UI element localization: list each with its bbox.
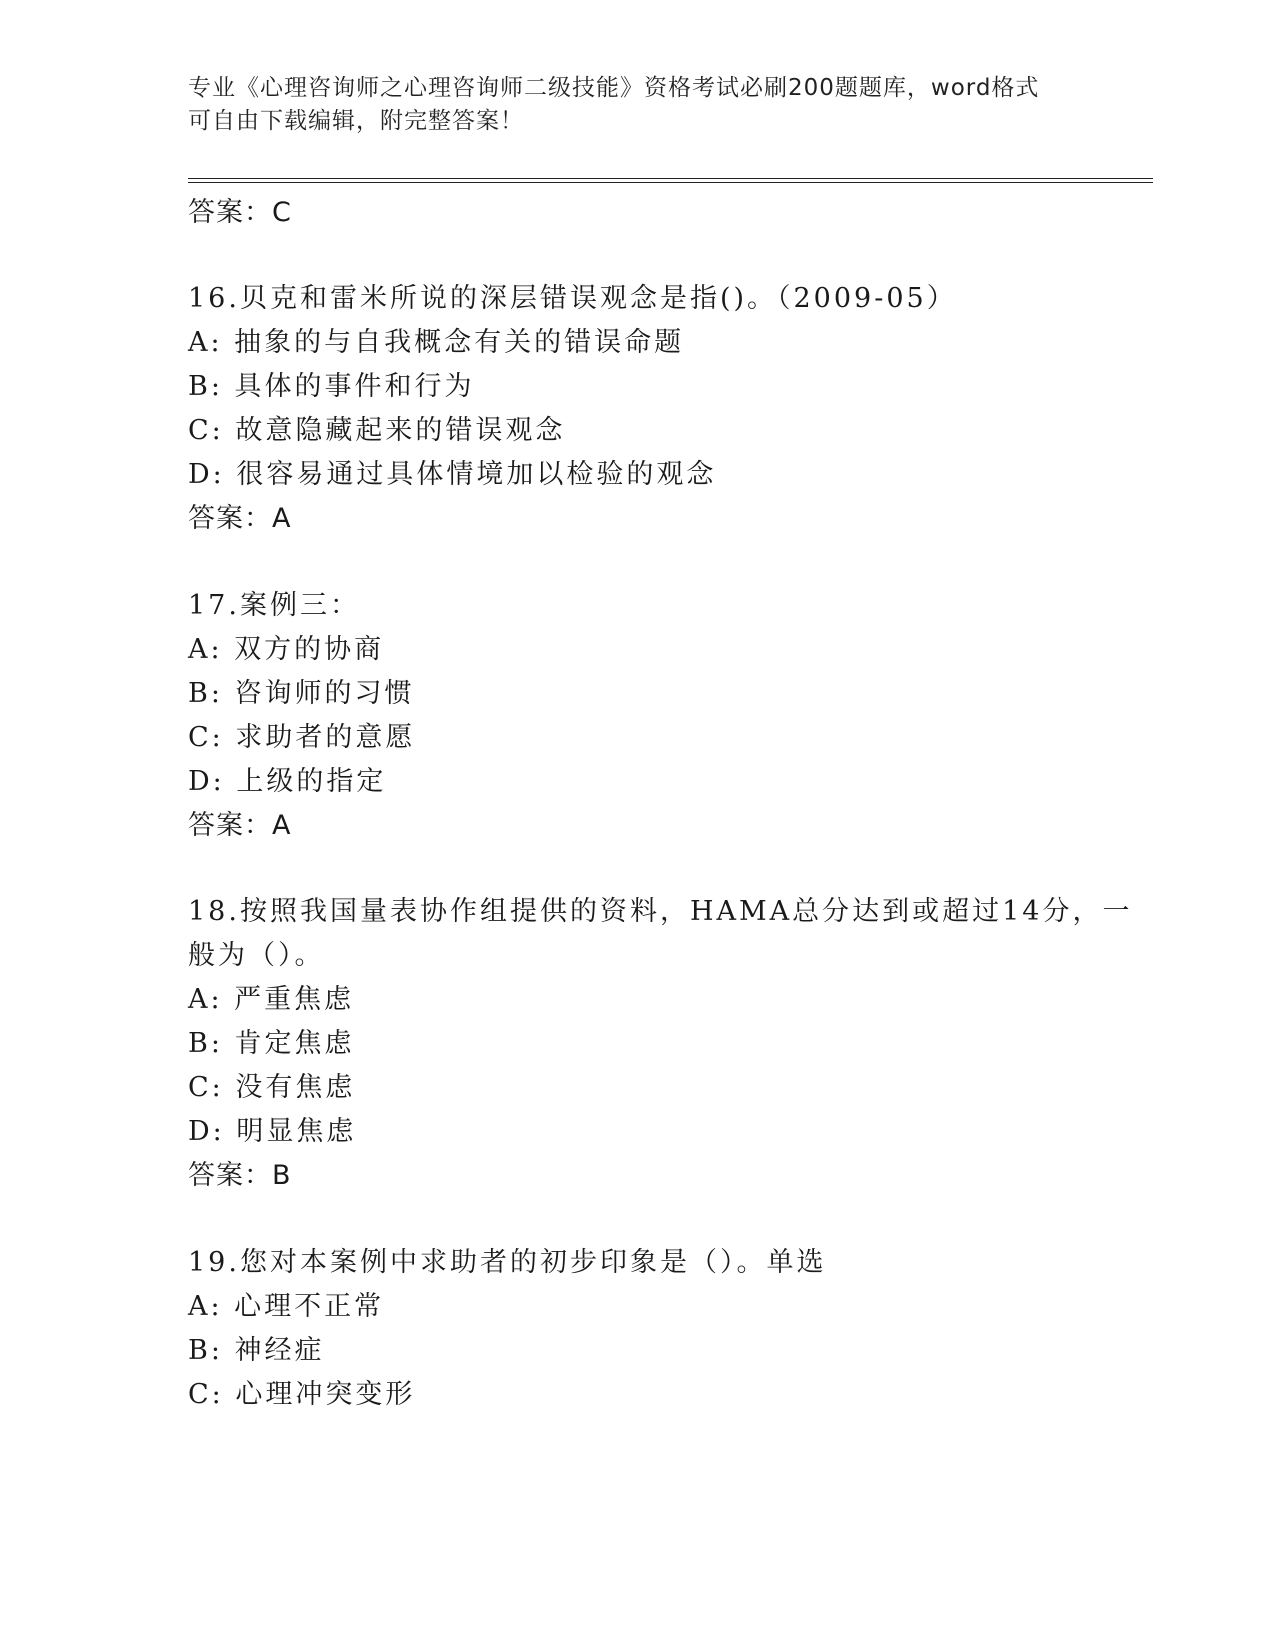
header-line-2: 可自由下载编辑，附完整答案！: [188, 108, 524, 134]
question-17-option-b: B: 咨询师的习惯: [188, 678, 415, 709]
header-rule-top: [188, 178, 1153, 179]
question-19-option-c: C: 心理冲突变形: [188, 1379, 416, 1410]
question-17-stem: 17.案例三：: [188, 590, 360, 621]
question-18-stem-line-2: 般为（）。: [188, 940, 325, 971]
question-18-stem-line-1: 18.按照我国量表协作组提供的资料，HAMA总分达到或超过14分，一: [188, 896, 1133, 927]
question-18-option-d: D: 明显焦虑: [188, 1116, 357, 1147]
question-17-option-a: A: 双方的协商: [188, 634, 385, 665]
question-16-answer: 答案：A: [188, 503, 292, 534]
question-17-answer: 答案：A: [188, 810, 292, 841]
question-16-option-d: D: 很容易通过具体情境加以检验的观念: [188, 459, 717, 490]
question-17-option-d: D: 上级的指定: [188, 766, 387, 797]
question-19-stem: 19.您对本案例中求助者的初步印象是（）。单选: [188, 1247, 827, 1278]
document-header: [188, 72, 1068, 138]
question-16-option-c: C: 故意隐藏起来的错误观念: [188, 415, 566, 446]
question-17-option-c: C: 求助者的意愿: [188, 722, 416, 753]
question-16-stem: 16.贝克和雷米所说的深层错误观念是指()。（2009-05）: [188, 283, 957, 314]
header-line-1: 专业《心理咨询师之心理咨询师二级技能》资格考试必刷200题题库，word格式: [188, 75, 1040, 101]
question-19-option-a: A: 心理不正常: [188, 1291, 385, 1322]
question-16-option-a: A: 抽象的与自我概念有关的错误命题: [188, 327, 685, 358]
answer-prev: 答案：C: [188, 197, 292, 228]
question-19-option-b: B: 神经症: [188, 1335, 325, 1366]
question-18-answer: 答案：B: [188, 1160, 292, 1191]
question-18-option-c: C: 没有焦虑: [188, 1072, 356, 1103]
question-18-option-b: B: 肯定焦虑: [188, 1028, 355, 1059]
header-rule-bottom: [188, 182, 1153, 183]
question-18-option-a: A: 严重焦虑: [188, 984, 355, 1015]
question-16-option-b: B: 具体的事件和行为: [188, 371, 475, 402]
